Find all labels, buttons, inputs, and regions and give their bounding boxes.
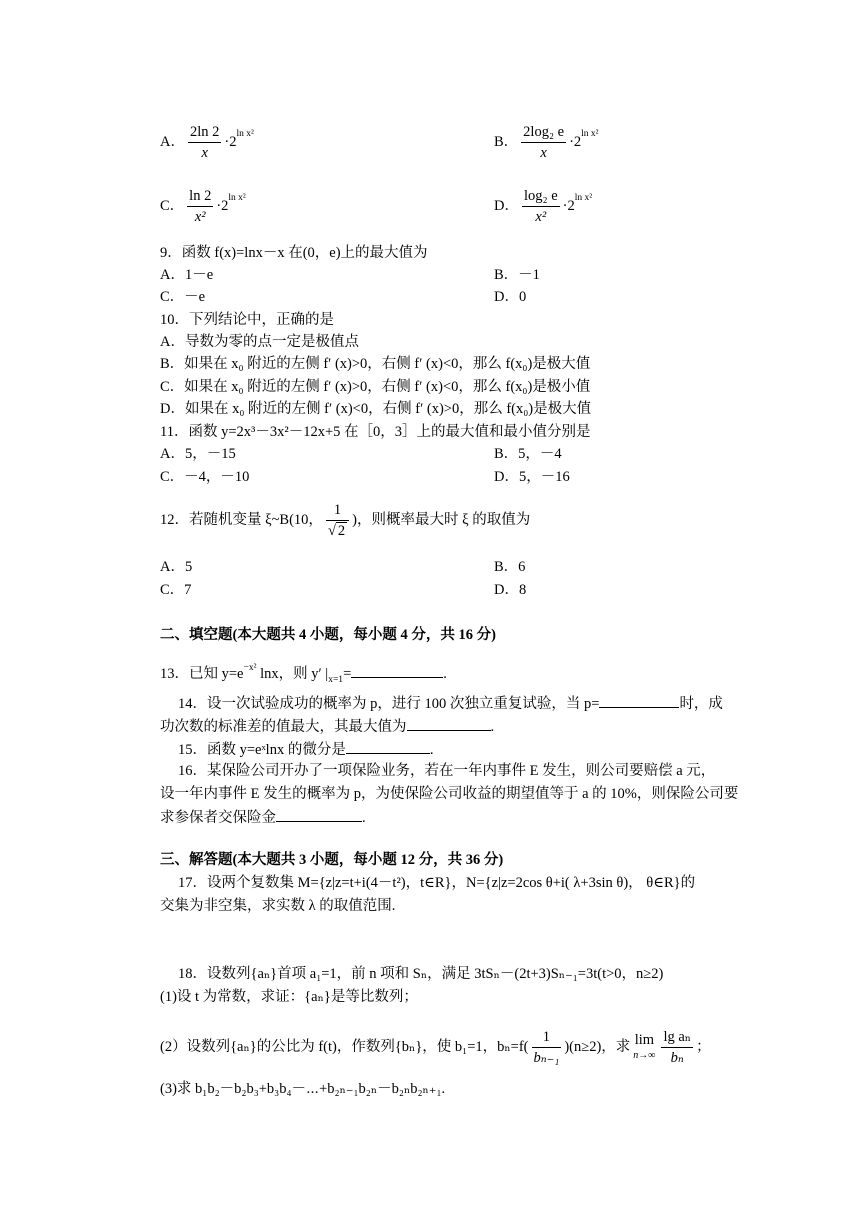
answer-blank[interactable] — [351, 663, 443, 678]
denominator: x — [201, 145, 208, 161]
q8-option-d — [494, 186, 592, 227]
denominator: x² — [194, 209, 206, 225]
denominator: bₙ — [670, 1050, 684, 1066]
answer-blank[interactable] — [599, 693, 679, 708]
numerator: 2log₂ e — [521, 122, 566, 143]
q12-stem — [160, 500, 530, 541]
q10-option-b: B．如果在 x₀ 附近的左侧 f′ (x)>0，右侧 f′ (x)<0，那么 f(x₀)是极大值 — [160, 356, 591, 372]
q18-part2-pre: (2）设数列{aₙ}的公比为 f(t)，作数列{bₙ}，使 b₁=1，bₙ=f( — [160, 1038, 529, 1055]
q18-part2-end: ； — [696, 1038, 711, 1055]
section-3-title: 三、解答题(本大题共 3 小题，每小题 12 分，共 36 分) — [160, 852, 504, 868]
q14-line2-pre: 功次数的标准差的值最大，其最大值为 — [160, 719, 407, 735]
q11-option-d: D．5，－16 — [494, 469, 570, 485]
q13-post: = — [343, 666, 352, 682]
q8-option-c — [160, 186, 246, 227]
q8-option-b — [494, 122, 599, 163]
denominator: x² — [535, 209, 547, 225]
q13-pre: 13．已知 y=e — [160, 666, 244, 682]
q12-option-b: B．6 — [494, 559, 526, 575]
q16-line3-pre: 求参保者交保险金 — [160, 810, 276, 826]
q18-part1: (1)设 t 为常数，求证：{aₙ}是等比数列； — [160, 989, 418, 1005]
q12-stem-post: )，则概率最大时 ξ 的取值为 — [352, 511, 531, 528]
exponent: ln x² — [581, 128, 599, 139]
q12-option-d: D．8 — [494, 582, 527, 598]
q10-stem: 10．下列结论中，正确的是 — [160, 312, 334, 328]
q18-line1: 18．设数列{aₙ}首项 a₁=1，前 n 项和 Sₙ，满足 3tSₙ－(2t+3)Sₙ₋₁=3t(t>0，n≥2) — [178, 966, 664, 982]
q14-line1 — [178, 693, 723, 714]
denominator: bₙ₋₁ — [533, 1050, 560, 1066]
q16-line2: 设一年内事件 E 发生的概率为 p，为使保险公司收益的期望值等于 a 的 10%，则保险公司要 — [160, 786, 739, 802]
q9-stem: 9．函数 f(x)=lnx－x 在(0，e)上的最大值为 — [160, 245, 428, 261]
limit-operator — [633, 1032, 655, 1064]
q16-line3-post: . — [362, 810, 366, 826]
power-base: ·2 — [224, 133, 237, 150]
q12-option-c: C．7 — [160, 582, 192, 598]
numerator: 1 — [532, 1027, 562, 1048]
section-2-title: 二、填空题(本大题共 4 小题，每小题 4 分，共 16 分) — [160, 627, 496, 643]
option-label: C． — [160, 197, 185, 214]
q13-end: . — [443, 666, 447, 682]
q8-a-fraction — [188, 122, 221, 163]
q18-part3: (3)求 b₁b₂－b₂b₃+b₃b₄－⋯+b₂ₙ₋₁b₂ₙ－b₂ₙb₂ₙ₊₁. — [160, 1081, 446, 1097]
q15-post: . — [429, 742, 434, 758]
q12-fraction — [326, 500, 349, 541]
numerator: ln 2 — [187, 186, 213, 207]
power-base: ·2 — [216, 197, 229, 214]
exponent: −x² — [243, 663, 257, 673]
numerator: log₂ e — [522, 186, 560, 207]
lim-word: lim — [634, 1031, 655, 1048]
q16-line1: 16．某保险公司开办了一项保险业务，若在一年内事件 E 发生，则公司要赔偿 a 元， — [178, 763, 716, 779]
answer-blank[interactable] — [407, 716, 491, 731]
q17-line1: 17．设两个复数集 M={z|z=t+i(4－t²)，t∈R}，N={z|z=2cos θ+i( λ+3sin θ)， θ∈R}的 — [178, 875, 696, 891]
option-label: B． — [494, 133, 519, 150]
q17-line2: 交集为非空集，求实数 λ 的取值范围. — [160, 898, 396, 914]
power-base: ·2 — [562, 197, 575, 214]
q8-d-fraction — [522, 186, 560, 227]
numerator: 2ln 2 — [188, 122, 221, 143]
q18-part2-mid: )(n≥2)，求 — [564, 1038, 631, 1055]
sqrt-symbol: √ 2 — [327, 523, 346, 539]
q16-line3 — [160, 807, 366, 828]
exponent: ln x² — [574, 192, 593, 203]
q18-limit-fraction — [661, 1027, 693, 1068]
denominator — [326, 521, 349, 541]
q14-line2 — [160, 716, 494, 737]
q8-b-fraction — [521, 122, 566, 163]
q10-option-a: A．导数为零的点一定是极值点 — [160, 334, 359, 350]
q8-c-fraction — [187, 186, 213, 227]
option-label: D． — [494, 197, 519, 214]
power-base: ·2 — [569, 133, 582, 150]
denominator: x — [540, 145, 547, 161]
q18-fraction — [532, 1027, 562, 1068]
exponent: ln x² — [236, 128, 254, 139]
q11-stem: 11．函数 y=2x³－3x²－12x+5 在［0，3］上的最大值和最小值分别是 — [160, 424, 591, 440]
lim-subscript: n→∞ — [633, 1049, 656, 1061]
q11-option-a: A．5，－15 — [160, 446, 236, 462]
subscript: x=1 — [328, 674, 344, 685]
q10-option-c: C．如果在 x₀ 附近的左侧 f′ (x)>0，右侧 f′ (x)<0，那么 f(x₀)是极小值 — [160, 379, 591, 395]
q9-option-b: B．－1 — [494, 267, 540, 283]
q9-option-c: C．－e — [160, 289, 206, 305]
q9-option-d: D．0 — [494, 289, 527, 305]
exponent: ln x² — [228, 192, 246, 203]
q9-option-a: A．1－e — [160, 267, 214, 283]
numerator: 1 — [326, 500, 349, 521]
q18-part2 — [160, 1027, 711, 1068]
q11-option-c: C．－4，－10 — [160, 469, 250, 485]
q13-mid: lnx，则 y′ | — [256, 666, 329, 682]
q12-stem-pre: 12．若随机变量 ξ~B(10， — [160, 511, 323, 528]
answer-blank[interactable] — [276, 807, 362, 822]
q11-option-b: B．5，－4 — [494, 446, 562, 462]
numerator: lg aₙ — [661, 1027, 693, 1048]
option-label: A． — [160, 133, 185, 150]
q14-line2-post: . — [490, 719, 495, 735]
q14-line1-pre: 14．设一次试验成功的概率为 p，进行 100 次独立重复试验，当 p= — [178, 696, 600, 712]
q10-option-d: D．如果在 x₀ 附近的左侧 f′ (x)<0，右侧 f′ (x)>0，那么 f(x₀)是极大值 — [160, 401, 592, 417]
q13-line — [160, 663, 447, 684]
q8-option-a — [160, 122, 254, 163]
q15-line — [178, 739, 433, 760]
radicand: 2 — [337, 523, 346, 539]
q12-option-a: A．5 — [160, 559, 193, 575]
q14-line1-post: 时，成 — [679, 696, 723, 712]
q15-pre: 15．函数 y=eˣlnx 的微分是 — [178, 742, 346, 758]
answer-blank[interactable] — [346, 739, 430, 754]
